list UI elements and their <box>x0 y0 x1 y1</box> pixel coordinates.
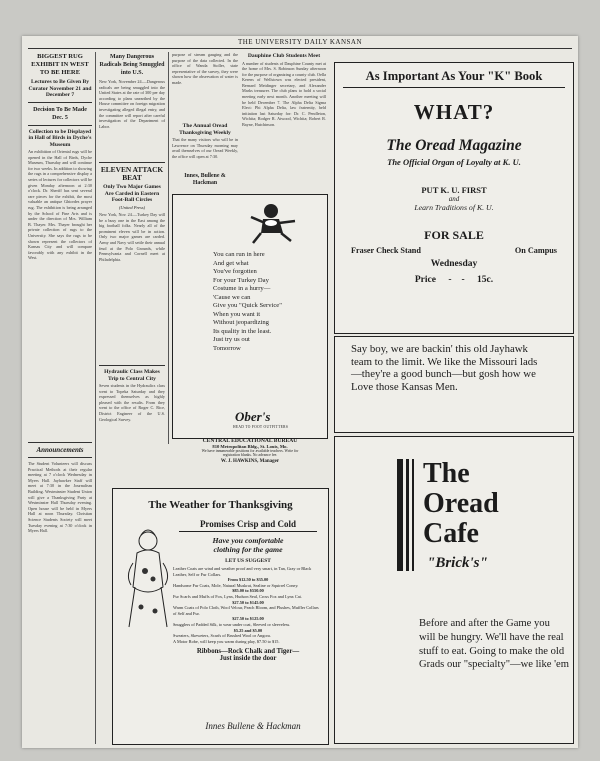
jayhawk-text: Say boy, we are backin' this old Jayhawk team to the limit. We like the Missouri lads—they're a good bunch—but gosh how we Love those Kansas Men. <box>351 343 538 393</box>
obers-poem <box>213 251 323 353</box>
for-sale: FOR SALE <box>424 228 484 242</box>
bureau-title: CENTRAL EDUCATIONAL BUREAU <box>202 438 298 444</box>
bureau-line2: registration blanks. No advance fee. <box>222 453 278 457</box>
football-subhead: Only Two Major Games Are Carded in Eastern Foot-Ball Circles <box>103 184 161 203</box>
club-headline: Dauphine Club Students Meet <box>247 53 321 59</box>
cafe-name-line2: Oread <box>423 488 499 519</box>
obers-ad <box>172 194 328 439</box>
obers-logo: Ober's <box>235 409 271 424</box>
divider <box>28 442 92 443</box>
divider <box>343 87 565 88</box>
hydraulic-headline: Hydraulic Class Makes Trip to Central City <box>104 369 160 382</box>
column-news <box>99 52 165 442</box>
cafe-bar-1 <box>397 459 403 571</box>
poem-line: Costume in a hurry— <box>213 285 271 292</box>
and-text: and <box>448 195 460 203</box>
poem-line: Its quality in the least. <box>213 327 272 335</box>
clothing-item: Snugglers of Padded Silk, to wear under coat, Sleeved or sleeveless. <box>173 621 291 627</box>
cafe-body: Before and after the Game you will be hungry. We'll have the real stuff to eat. Going to make the old Grads our "specialty"—we like 'em <box>419 618 569 671</box>
rug-subhead: Lectures to Be Given By Curator November 21 and December 7 <box>28 79 92 98</box>
weather-lead1: Have you comfortable <box>212 536 284 545</box>
clothing-list <box>173 566 323 644</box>
poem-line: Without jeopardizing <box>213 319 269 326</box>
clothing-item: Leather Coats are wind and weather proof and very smart, in Tan, Gray or Black Leather, Self or Fur Collars. <box>173 566 312 577</box>
divider <box>179 531 317 532</box>
clothing-item: Handsome Fur Coats, Mole, Natural Muskrat, Sealine or Squirrel Coney. <box>173 582 299 588</box>
clothing-price: $5.25 and $5.00 <box>233 627 263 633</box>
clothing-price: $27.50 to $145.00 <box>232 599 264 605</box>
divider <box>28 125 92 126</box>
what-text: WHAT? <box>413 100 495 124</box>
price-value: 15c. <box>477 275 494 285</box>
column-rug-exhibit <box>28 52 92 742</box>
announcements-body: The Student Volunteers will discuss Practical Methods at their regular meeting at 7 o'clock Wednesday in Myers Hall. Jayhawker Staff will meet at 7:30 in the Journalism Building. Westminster Student Union will give a Thanksgiving Party at Westminster Hall Thursday evening. Open house will be held in Myers Hall at noon Thursday. Christian Science Students Society will meet Tuesday evening at 7:30 o'clock in Myers Hall. <box>28 461 92 534</box>
cafe-name-line3: Cafe <box>423 518 479 549</box>
rug-headline: BIGGEST RUG EXHIBIT IN WEST TO BE HERE <box>31 53 89 76</box>
collection-subhead: Collection to be Displayed in Hall of Birds in Dyche's Museum <box>28 128 92 148</box>
bureau-ad <box>172 438 328 484</box>
oread-headline: As Important As Your "K" Book <box>365 69 543 83</box>
check-stand: Fraser Check Stand <box>351 246 421 255</box>
put-ku-first: PUT K. U. FIRST <box>421 185 487 195</box>
divider <box>28 457 92 458</box>
turkey-costume-illustration <box>123 527 173 637</box>
poem-line: When you want it <box>213 310 261 318</box>
obers-tagline: HEAD TO FOOT OUTFITTERS <box>233 425 289 429</box>
cafe-nickname: "Brick's" <box>427 555 488 571</box>
clothing-item: Sweaters, Skeweters, Scarfs of Brushed Wool or Angora. <box>173 633 271 639</box>
radicals-headline: Many Dangerous Radicals Being Smuggled into U.S. <box>99 54 165 76</box>
weather-lead2: clothing for the game <box>213 545 283 554</box>
clothing-item: Fur Scarfs and Muffs of Fox, Lynx, Hudson Seal, Cross Fox and Lynx Cat. <box>173 593 302 599</box>
poem-line: And get what <box>213 259 249 267</box>
store-signature: Innes Bullene & Hackman <box>205 721 301 731</box>
cafe-bar-3 <box>412 459 414 571</box>
oread-magazine-subtitle: The Official Organ of Loyalty at K. U. <box>387 157 521 167</box>
weather-lead3: LET US SUGGEST <box>225 558 271 564</box>
clothing-item: A Motor Robe, will keep you warm during play, $7.50 to $15. <box>173 638 280 644</box>
column-rule <box>95 52 96 744</box>
weather-ribbons: Ribbons—Rock Chalk and Tiger— <box>196 648 300 656</box>
bureau-manager: W. J. HAWKINS, Manager <box>220 459 280 464</box>
column-stream <box>172 52 238 192</box>
weather-title: The Weather for Thanksgiving <box>148 499 293 511</box>
newspaper-page <box>22 36 578 748</box>
oread-cafe-ad <box>334 436 574 744</box>
weather-subtitle: Promises Crisp and Cold <box>199 519 297 529</box>
weather-inside: Just inside the door <box>219 655 277 663</box>
decision-headline: Decision To Be Made Dec. 5 <box>33 106 87 121</box>
announcements-heading: Announcements <box>36 446 84 454</box>
divider <box>99 365 165 366</box>
clothing-price: From $12.50 to $35.00 <box>227 577 269 583</box>
learn-traditions: Learn Traditions of K. U. <box>414 203 494 212</box>
sale-day: Wednesday <box>430 259 478 269</box>
hydraulic-body: Seven students in the Hydraulics class went to Topeka Saturday and they expressed themselves as highly pleased with the results. From they went to the office of Roger C. Rice, District Engineer of the U.S. Geological Survey. <box>99 383 165 422</box>
rug-article-body: An exhibition of Oriental rugs will be opened in the Hall of Birds, Dyche Museum, Thursday and will continue for two weeks. In addition to showing the rugs in a comprehensive display a series of lectures for collectors will be given Monday afternoon at 2:30 o'clock. Dr. Sheriff has sent several rare pieces for the exhibit, the most valuable an antique Ghiordes prayer rug. The exhibition is being arranged by the School of Fine Arts and is under the direction of Mrs. William B. Thayer. Mrs. Thayer brought her private collection of rugs to the University. She says the rugs to be shown represent the collectors of Kansas City and will compare favorably with any exhibit in the West. <box>28 149 92 261</box>
poem-line: You've forgotten <box>213 268 257 275</box>
cafe-name-line1: The <box>423 458 470 489</box>
price-line: Price - - 15c. <box>414 275 494 285</box>
on-campus: On Campus <box>514 246 557 255</box>
club-body: A number of students of Dauphine County met at the home of Mrs. S. Robinson Sunday afternoon for the purpose of organizing a county club. Oella Kerens of Wellstown was elected president, Bernard Meidinger secretary, and Alexander Marks treasurer. The club plans to hold a social meeting early next month. Another meeting will be held December 7. The Alpha Delta Sigma Elect: Phi Alpha Delta, law fraternity, held initiation last Saturday for: Dr. C. Pendleton, Wichita; Rodger R. Atwood, Wichita; Robert R. Bayne, Hutchinson. <box>242 60 326 128</box>
price-label: Price <box>414 275 436 285</box>
jayhawk-ad <box>334 336 574 433</box>
poem-line: Tomorrow <box>213 344 241 352</box>
oread-magazine-title: The Oread Magazine <box>386 137 522 154</box>
bureau-line1: We have innumerable positions for available teachers. Write for <box>201 449 299 453</box>
poem-line: 'Cause we can <box>213 293 251 301</box>
poem-line: You can run in here <box>213 251 265 258</box>
clothing-price: $85.00 to $550.00 <box>232 588 264 594</box>
clothing-price: $27.50 to $125.00 <box>232 616 264 622</box>
football-headline: ELEVEN ATTACK BEAT <box>100 165 164 182</box>
poem-line: For your Turkey Day <box>213 276 269 284</box>
divider <box>99 162 165 163</box>
sale-location <box>351 246 557 255</box>
poem-line: Give you "Quick Service" <box>213 302 282 309</box>
divider <box>28 102 92 103</box>
weekly-signature: Innes, Bullene & Hackman <box>184 173 226 186</box>
running-man-illustration <box>243 201 303 245</box>
cafe-bar-2 <box>406 459 409 571</box>
column-rule <box>168 52 169 444</box>
poem-line: Just try us out <box>213 336 250 343</box>
oread-magazine-ad <box>334 62 574 334</box>
bureau-address: 810 Metropolitan Bldg., St. Louis, Mo. <box>212 444 288 449</box>
masthead-rule <box>28 48 572 49</box>
weekly-headline: The Annual Oread Thanksgiving Weekly <box>179 123 231 136</box>
cafe-name <box>423 459 499 549</box>
weather-content <box>173 519 323 662</box>
radicals-body: New York, November 24.—Dangerous radicals are being smuggled into the United States at the rate of 300 per day according to plans unearthed by the House committee on foreign migration investigating alleged illegal entry, and the committee will report after careful investigation of the Department of Labor. <box>99 79 165 129</box>
weekly-body: That the many visitors who will be in Lawrence on Thursday morning may avail themselves of our Oread Weekly, the office will open at 7:30. <box>172 137 238 159</box>
column-club <box>242 52 326 192</box>
stream-body: purpose of stream gauging and the purpose of the data collected. In the office of Wanda Stoller, state representative of the survey, they were shown how the observation of water is made. <box>172 52 238 85</box>
masthead: THE UNIVERSITY DAILY KANSAN <box>237 38 363 46</box>
clothing-item: Warm Coats of Polo Cloth, Wool Velour, Peach Bloom, and Plushes, Muffler Collars of Self and Fur. <box>173 605 319 616</box>
football-dateline: (United Press) <box>118 204 146 210</box>
football-body: New York, Nov. 24.—Turkey Day will be a busy one in the East among the big football folks. Nearly all of the prominent eleven will be in action. Only two major games are carded. Army and Navy will settle their annual feud at the Polo Grounds, while Pennsylvania and Cornell meet at Philadelphia. <box>99 212 165 262</box>
weather-thanksgiving-ad <box>112 488 329 745</box>
